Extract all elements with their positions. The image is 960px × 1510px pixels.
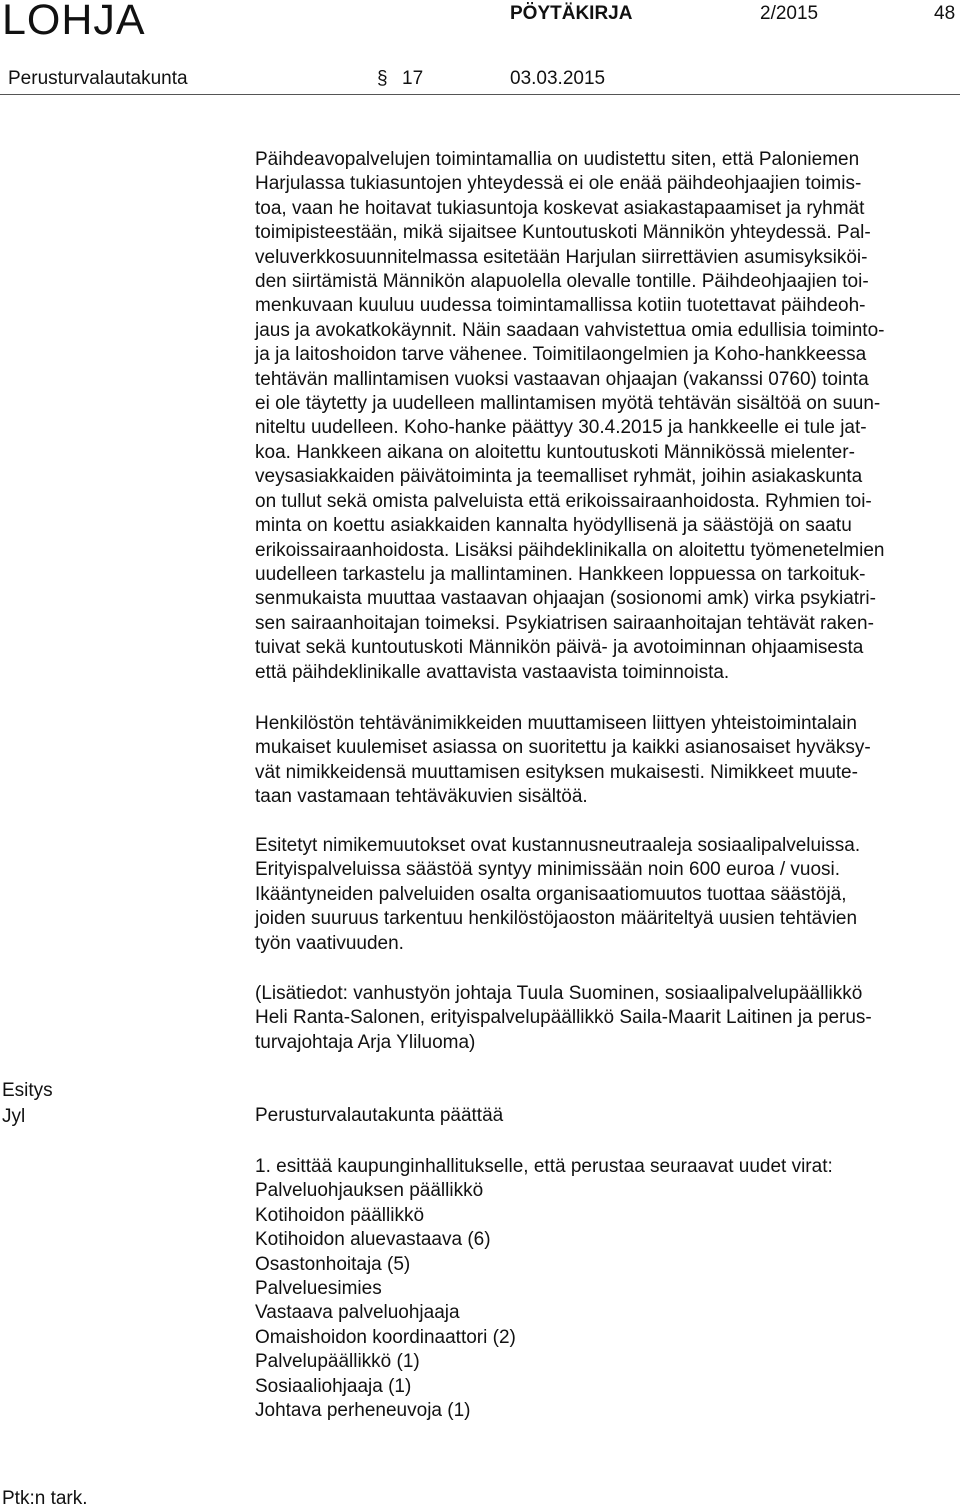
- text-line: veluverkkosuunnitelmassa esitetään Harjulan siirrettävien asumisyksiköi-: [255, 246, 868, 268]
- text-line: Heli Ranta-Salonen, erityispalvelupäällikkö Saila-Maarit Laitinen ja perus-: [255, 1007, 872, 1029]
- text-line: toa, vaan he hoitavat tukiasuntoja koskevat asiakastapaamiset ja ryhmät: [255, 197, 865, 219]
- text-line: menkuvaan kuuluu uudessa toimintamallissa kotiin tuotettavat päihdeoh-: [255, 295, 866, 317]
- text-line: jaus ja avokatkokäynnit. Näin saadaan vahvistettua omia edullisia toiminto-: [255, 319, 885, 341]
- list-item: Palveluesimies: [255, 1278, 382, 1300]
- text-line: Ikääntyneiden palveluiden osalta organisaatiomuutos tuottaa säästöjä,: [255, 883, 847, 905]
- text-line: uudelleen tarkastelu ja mallintaminen. Hankkeen loppuessa on tarkoituk-: [255, 563, 866, 585]
- text-line: Harjulassa tukiasuntojen yhteydessä ei ole enää päihdeohjaajien toimis-: [255, 173, 862, 195]
- text-line: Henkilöstön tehtävänimikkeiden muuttamiseen liittyen yhteistoimintalain: [255, 713, 857, 734]
- text-line: erikoissairaanhoidosta. Lisäksi päihdeklinikalla on aloitettu työmenetelmien: [255, 539, 885, 561]
- text-line: ei ole täytetty ja uudelleen mallintamisen myötä tehtävän sisältöä on suun-: [255, 393, 881, 415]
- text-line: minta on koettu asiakkaiden kannalta hyödyllisenä ja säästöjä on saatu: [255, 515, 852, 537]
- meeting-date: 03.03.2015: [510, 68, 606, 89]
- page-number: 48: [934, 3, 956, 24]
- proposal-label: Esitys: [2, 1080, 53, 1101]
- text-line: vät nimikkeidensä muuttamisen esityksen mukaisesti. Nimikkeet muute-: [255, 761, 858, 783]
- text-line: joiden suuruus tarkentuu henkilöstöjaoston määriteltyä uusien tehtävien: [255, 908, 858, 930]
- list-item: 1. esittää kaupunginhallitukselle, että perustaa seuraavat uudet virat:: [255, 1156, 833, 1177]
- text-line: den siirtämistä Männikön alapuolella olevalle tontille. Päihdeohjaajien toi-: [255, 271, 869, 293]
- list-item: Sosiaaliohjaaja (1): [255, 1375, 412, 1397]
- text-line: Esitetyt nimikemuutokset ovat kustannusneutraaleja sosiaalipalveluissa.: [255, 835, 861, 856]
- text-line: on tullut sekä omista palveluista että erikoissairaanhoidosta. Ryhmien toi-: [255, 490, 872, 512]
- document-type: PÖYTÄKIRJA: [510, 3, 633, 24]
- text-line: sen sairaanhoitajan toimeksi. Psykiatrisen sairaanhoitajan tehtävät raken-: [255, 612, 874, 634]
- paragraph-substance-services: [255, 148, 960, 685]
- list-item: Kotihoidon aluevastaava (6): [255, 1229, 491, 1251]
- list-item: Osastonhoitaja (5): [255, 1253, 411, 1275]
- text-line: tehtävän mallintamisen vuoksi vastaavan ohjaajan (vakanssi 0760) tointa: [255, 368, 869, 390]
- text-line: tuivat sekä kuntoutuskoti Männikön päivä- ja avotoiminnan ohjaamisesta: [255, 637, 864, 659]
- list-item: Vastaava palveluohjaaja: [255, 1302, 460, 1324]
- text-line: mukaiset kuulemiset asiassa on suoritettu ja kaikki asianosaiset hyväksy-: [255, 737, 871, 759]
- list-item: Omaishoidon koordinaattori (2): [255, 1326, 516, 1348]
- text-line: veysasiakkaiden päivätoiminta ja teemalliset ryhmät, joihin asiakaskunta: [255, 466, 863, 488]
- text-line: työn vaativuuden.: [255, 932, 404, 954]
- text-line: ja ja laitoshoidon tarve vähenee. Toimitilaongelmien ja Koho-hankkeessa: [255, 344, 867, 366]
- header-divider: [0, 94, 960, 95]
- proposal-presenter: Jyl: [2, 1106, 26, 1127]
- section-symbol: §: [377, 68, 388, 89]
- lohja-logo: LOHJA: [2, 0, 146, 44]
- text-line: että päihdeklinikalle avattavista vastaavista toiminnoista.: [255, 661, 730, 683]
- text-line: toimipisteestään, mikä sijaitsee Kuntoutuskoti Männikön yhteydessä. Pal-: [255, 222, 871, 244]
- list-item: Kotihoidon päällikkö: [255, 1204, 425, 1226]
- paragraph-cost-effects: [255, 834, 960, 956]
- text-line: (Lisätiedot: vanhustyön johtaja Tuula Suominen, sosiaalipalvelupäällikkö: [255, 983, 863, 1004]
- paragraph-title-changes: [255, 712, 960, 810]
- text-line: senmukaista muuttaa vastaavan ohjaajan (sosionomi amk) virka psykiatri-: [255, 588, 876, 610]
- decision-heading: [255, 1104, 960, 1128]
- section-number: 17: [402, 68, 424, 89]
- text-line: niteltu uudelleen. Koho-hanke päättyy 30.4.2015 ja hankkeelle ei tule jat-: [255, 417, 867, 439]
- text-line: turvajohtaja Arja Yliluoma): [255, 1031, 476, 1053]
- minutes-checker-label: Ptk:n tark.: [2, 1488, 88, 1509]
- list-item: Johtava perheneuvoja (1): [255, 1400, 471, 1422]
- list-item: Palveluohjauksen päällikkö: [255, 1180, 484, 1202]
- decision-heading-text: Perusturvalautakunta päättää: [255, 1105, 504, 1126]
- text-line: Erityispalveluissa säästöä syntyy minimissään noin 600 euroa / vuosi.: [255, 859, 841, 881]
- paragraph-additional-info: [255, 982, 960, 1055]
- text-line: Päihdeavopalvelujen toimintamallia on uudistettu siten, että Paloniemen: [255, 149, 860, 170]
- committee-name: Perusturvalautakunta: [8, 68, 188, 89]
- text-line: koa. Hankkeen aikana on aloitettu kuntoutuskoti Männikössä mielenter-: [255, 441, 855, 463]
- list-item: Palvelupäällikkö (1): [255, 1351, 420, 1373]
- document-number: 2/2015: [760, 3, 819, 24]
- text-line: taan vastamaan tehtäväkuvien sisältöä.: [255, 786, 588, 808]
- new-positions-list: [255, 1155, 833, 1423]
